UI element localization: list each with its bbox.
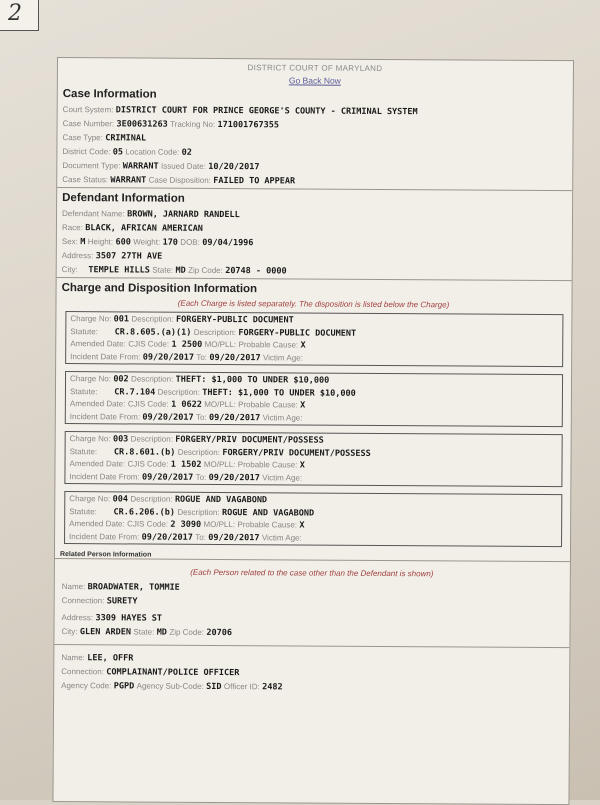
case-printout [52, 57, 574, 805]
incident-to-label: To: [195, 532, 206, 542]
district-code-value: 05 [112, 147, 124, 158]
probable-cause-label: Probable Cause: [237, 520, 298, 530]
incident-from-value: 09/20/2017 [141, 532, 193, 543]
cjis-code-value: 1 2500 [171, 339, 203, 350]
amended-date-label: Amended Date: [69, 399, 126, 409]
connection-label: Connection: [61, 596, 105, 606]
probable-cause-value: X [299, 520, 305, 531]
incident-row [69, 471, 557, 486]
mo-pll-label: MO/PLL: [203, 519, 236, 530]
agency-row [59, 679, 563, 696]
address-label: Address: [61, 251, 94, 261]
issued-date-value: 10/20/2017 [208, 161, 260, 173]
victim-age-label: Victim Age: [262, 472, 303, 483]
charges-title: Charge and Disposition Information [61, 282, 258, 296]
defendant-name-value: BROWN, JARNARD RANDELL [127, 209, 240, 221]
state-value: MD [175, 265, 186, 276]
incident-from-value: 09/20/2017 [142, 412, 194, 423]
connection-label: Connection: [61, 667, 104, 677]
description-label: Description: [131, 374, 174, 384]
person-city-label: City: [61, 627, 78, 637]
mo-pll-label: MO/PLL: [204, 339, 237, 350]
probable-cause-label: Probable Cause: [237, 460, 298, 470]
statute-label: Statute: [69, 386, 98, 396]
statute-label: Statute: [70, 326, 98, 336]
tracking-value: 171001767355 [217, 119, 279, 131]
court-system-label: Court System: [62, 105, 114, 115]
incident-to-value: 09/20/2017 [209, 412, 261, 423]
dob-label: DOB: [180, 237, 200, 247]
go-back-link[interactable]: Go Back Now [288, 75, 341, 86]
disposition-label: Case Disposition: [148, 175, 211, 185]
statute-description-label: Description: [177, 447, 220, 457]
city-label: City: [61, 265, 78, 275]
charge-no-label: Charge No: [70, 374, 111, 384]
district-code-label: District Code: [62, 147, 111, 157]
height-value: 600 [115, 237, 131, 248]
charge-no-value: 004 [112, 494, 128, 505]
victim-age-label: Victim Age: [262, 352, 303, 363]
weight-label: Weight: [133, 237, 161, 247]
address-value: 3507 27TH AVE [95, 251, 163, 262]
statute-description-value: FORGERY-PUBLIC DOCUMENT [238, 327, 357, 339]
person-name-value: LEE, OFFR [87, 653, 134, 664]
description-label: Description: [131, 314, 174, 324]
agency-sub-code-label: Agency Sub-Code: [136, 681, 204, 691]
cjis-code-label: CJIS Code: [127, 399, 169, 409]
page-number: 2 [8, 1, 22, 26]
statute-description-label: Description: [157, 387, 200, 397]
description-value: THEFT: $1,000 TO UNDER $10,000 [175, 374, 330, 386]
related-person-1 [59, 580, 563, 642]
description-value: FORGERY-PUBLIC DOCUMENT [176, 314, 294, 326]
description-value: ROGUE AND VAGABOND [174, 494, 268, 506]
incident-from-label: Incident Date From: [70, 351, 141, 362]
incident-to-label: To: [195, 412, 207, 422]
amended-date-label: Amended Date: [70, 339, 126, 349]
agency-code-value: PGPD [113, 681, 135, 692]
charge-no-value: 003 [112, 434, 129, 445]
statute-value: CR.8.601.(b) [113, 446, 176, 458]
page-number-box [0, 0, 39, 31]
case-number-value: 3E00631263 [116, 119, 168, 130]
connection-value: COMPLAINANT/POLICE OFFICER [106, 667, 240, 679]
incident-to-value: 09/20/2017 [208, 472, 260, 483]
incident-row [69, 531, 557, 546]
description-label: Description: [130, 494, 173, 504]
related-note: (Each Person related to the case other than the Defendant is shown) [190, 567, 434, 579]
statute-value: CR.8.605.(a)(1) [114, 326, 192, 338]
incident-from-label: Incident Date From: [69, 411, 141, 422]
incident-to-label: To: [196, 352, 208, 362]
person-name-label: Name: [61, 582, 86, 592]
victim-age-label: Victim Age: [262, 412, 303, 423]
description-value: FORGERY/PRIV DOCUMENT/POSSESS [175, 434, 324, 446]
statute-description-value: ROGUE AND VAGABOND [221, 507, 315, 519]
incident-row [70, 351, 558, 366]
probable-cause-label: Probable Cause: [238, 340, 299, 350]
charge-no-label: Charge No: [69, 494, 111, 504]
incident-to-value: 09/20/2017 [209, 352, 261, 363]
person-name-label: Name: [61, 653, 85, 663]
document-type-value: WARRANT [122, 161, 159, 172]
defendant-name-label: Defendant Name: [62, 209, 125, 219]
statute-description-label: Description: [193, 327, 237, 337]
case-type-label: Case Type: [62, 133, 103, 143]
related-title: Related Person Information [59, 551, 152, 559]
height-label: Height: [87, 237, 114, 247]
person-address-label: Address: [61, 613, 94, 623]
probable-cause-value: X [300, 340, 306, 351]
description-label: Description: [130, 434, 173, 444]
incident-row [70, 411, 558, 426]
victim-age-label: Victim Age: [261, 532, 302, 543]
statute-description-value: FORGERY/PRIV DOCUMENT/POSSESS [222, 447, 371, 459]
statute-label: Statute: [69, 446, 98, 456]
cjis-code-label: CJIS Code: [128, 339, 170, 349]
zip-value: 20748 - 0000 [225, 266, 287, 277]
amended-date-label: Amended Date: [69, 459, 126, 469]
connection-row [60, 594, 564, 611]
agency-sub-code-value: SID [206, 681, 222, 693]
case-type-value: CRIMINAL [105, 133, 147, 144]
zip-label: Zip Code: [188, 265, 223, 276]
person-city-row [59, 625, 563, 642]
state-label: State: [152, 265, 174, 275]
incident-from-value: 09/20/2017 [142, 352, 195, 363]
incident-to-value: 09/20/2017 [208, 532, 260, 543]
officer-id-value: 2482 [262, 682, 283, 693]
sex-value: M [80, 237, 86, 248]
dob-value: 09/04/1996 [202, 237, 254, 249]
weight-value: 170 [162, 237, 178, 248]
charge-box-002 [65, 371, 563, 427]
person-address-value: 3309 HAYES ST [95, 613, 163, 624]
issued-date-label: Issued Date: [160, 161, 206, 171]
tracking-label: Tracking No: [170, 119, 216, 129]
charge-box-001 [65, 311, 563, 367]
person-city-value: GLEN ARDEN [79, 627, 132, 638]
person-zip-label: Zip Code: [169, 627, 205, 637]
case-number-label: Case Number: [62, 119, 115, 129]
divider [54, 644, 569, 648]
charge-no-value: 001 [113, 314, 130, 325]
charge-no-value: 002 [113, 374, 129, 385]
incident-from-value: 09/20/2017 [142, 472, 194, 483]
race-value: BLACK, AFRICAN AMERICAN [85, 223, 203, 234]
case-info-title: Case Information [62, 88, 157, 101]
probable-cause-value: X [299, 460, 305, 471]
related-person-2 [59, 651, 563, 696]
location-code-value: 02 [181, 147, 192, 158]
charge-no-label: Charge No: [69, 434, 111, 444]
location-code-label: Location Code: [125, 147, 180, 157]
incident-from-label: Incident Date From: [69, 471, 140, 482]
incident-to-label: To: [195, 472, 207, 482]
connection-value: SURETY [106, 596, 138, 607]
statute-description-label: Description: [177, 507, 220, 517]
charges-note: (Each Charge is listed separately. The disposition is listed below the Charge) [177, 298, 450, 310]
defendant-info-title: Defendant Information [62, 192, 185, 205]
person-state-label: State: [133, 627, 155, 637]
court-title: DISTRICT COURT OF MARYLAND [247, 63, 383, 73]
cjis-code-value: 1 1502 [170, 459, 202, 470]
cjis-code-value: 2 3090 [170, 519, 202, 530]
disposition-value: FAILED TO APPEAR [213, 175, 296, 187]
statute-value: CR.6.206.(b) [113, 506, 176, 518]
charge-box-004 [64, 491, 562, 547]
document-type-label: Document Type: [62, 161, 121, 171]
probable-cause-value: X [300, 400, 306, 411]
statute-label: Statute: [69, 506, 97, 516]
race-label: Race: [61, 223, 83, 233]
cjis-code-value: 1 0622 [171, 399, 202, 410]
person-zip-value: 20706 [206, 627, 233, 639]
cjis-code-label: CJIS Code: [127, 459, 169, 469]
statute-value: CR.7.104 [114, 386, 156, 398]
charge-box-003 [64, 431, 562, 487]
court-system-value: DISTRICT COURT FOR PRINCE GEORGE'S COUNTY - CRIMINAL SYSTEM [115, 105, 418, 118]
case-status-value: WARRANT [110, 175, 147, 186]
person-name-value: BROADWATER, TOMMIE [87, 582, 180, 593]
amended-date-label: Amended Date: [69, 519, 125, 529]
officer-id-label: Officer ID: [223, 682, 260, 692]
probable-cause-label: Probable Cause: [238, 400, 298, 410]
charge-no-label: Charge No: [70, 314, 112, 324]
statute-description-value: THEFT: $1,000 TO UNDER $10,000 [202, 387, 356, 399]
incident-from-label: Incident Date From: [69, 531, 140, 542]
agency-code-label: Agency Code: [61, 681, 112, 691]
case-status-label: Case Status: [62, 175, 109, 185]
city-value: TEMPLE HILLS [88, 265, 150, 276]
cjis-code-label: CJIS Code: [127, 519, 169, 529]
mo-pll-label: MO/PLL: [203, 459, 236, 470]
sex-label: Sex: [61, 237, 78, 247]
person-state-value: MD [156, 627, 167, 638]
mo-pll-label: MO/PLL: [204, 399, 236, 410]
